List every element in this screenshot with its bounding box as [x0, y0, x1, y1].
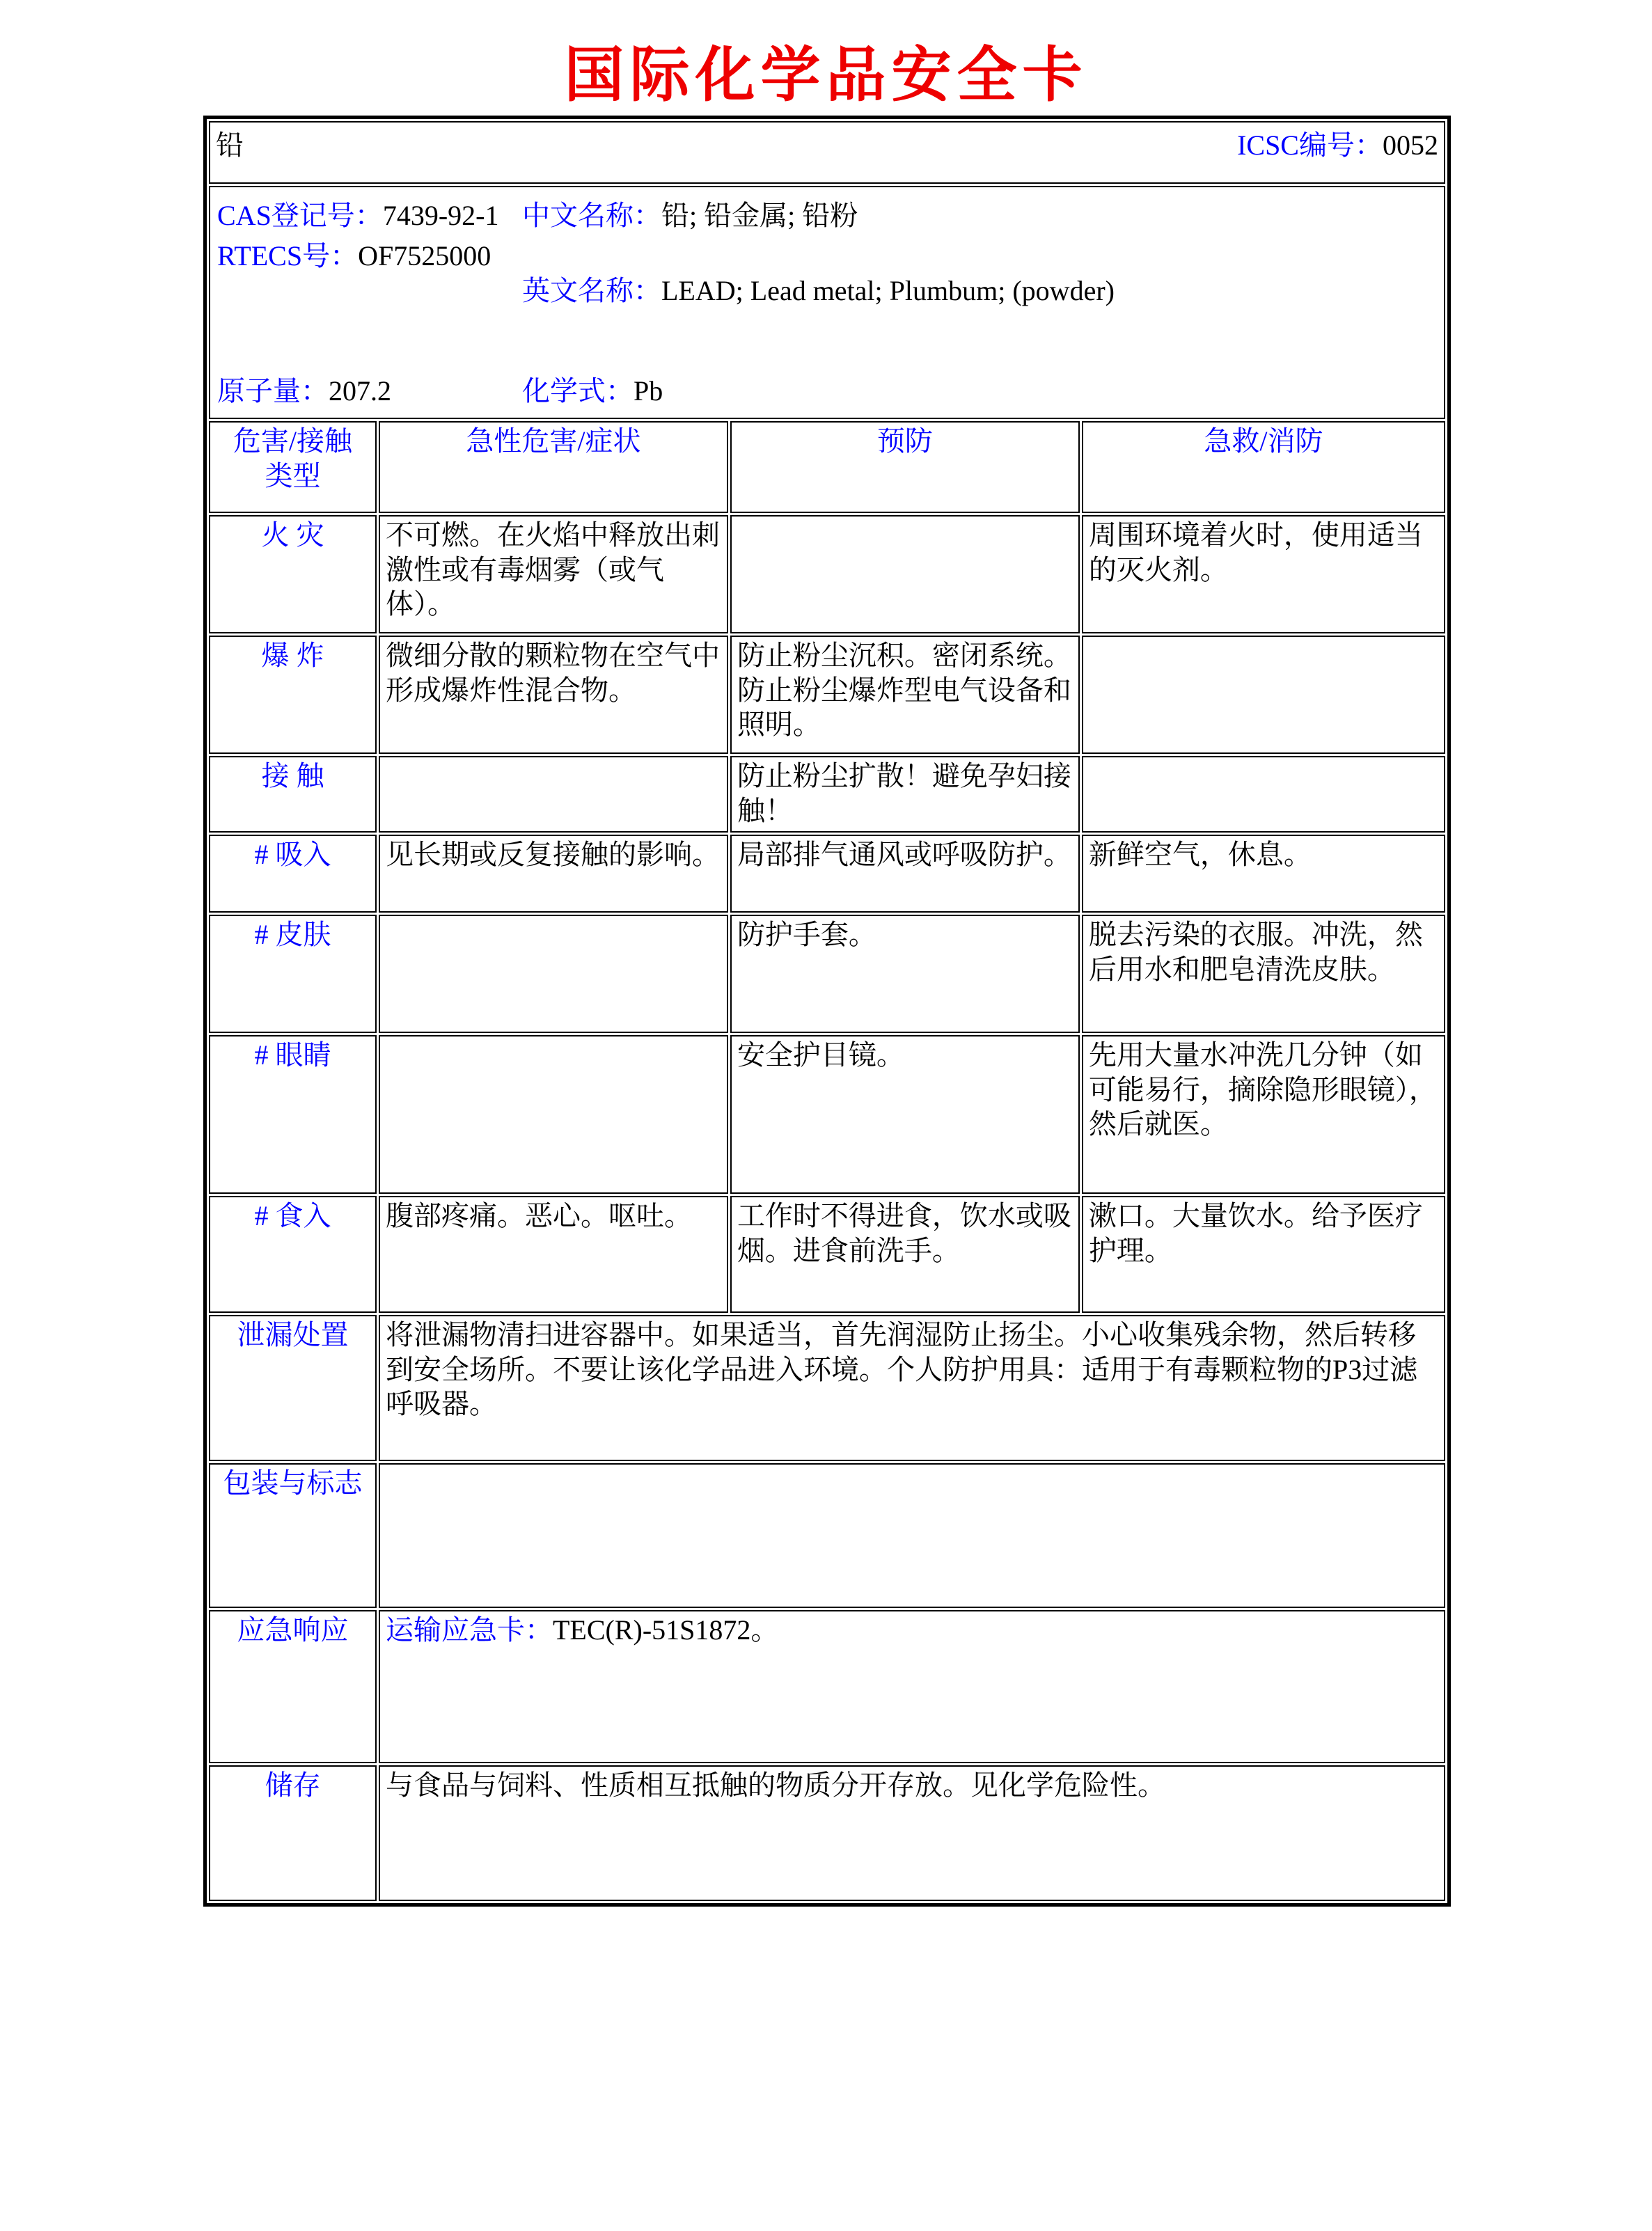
- english-name-label: 英文名称：: [522, 275, 661, 306]
- chemical-formula-value: Pb: [634, 375, 663, 407]
- hazard-label-fire: 火 灾: [209, 515, 377, 633]
- identity-cell: [209, 186, 1445, 419]
- section-label-storage: 储存: [209, 1765, 377, 1901]
- explosion-aid: [1082, 636, 1445, 754]
- rtecs-label: RTECS号：: [217, 240, 359, 271]
- explosion-prevention: 防止粉尘沉积。密闭系统。防止粉尘爆炸型电气设备和照明。: [730, 636, 1080, 754]
- atomic-mass-value: 207.2: [329, 375, 391, 407]
- contact-prevention: 防止粉尘扩散！避免孕妇接触！: [730, 756, 1080, 833]
- transport-card-label: 运输应急卡：: [385, 1614, 553, 1646]
- icsc-card-table: [203, 116, 1451, 1907]
- inhalation-prevention: 局部排气通风或呼吸防护。: [730, 835, 1080, 913]
- ingestion-prevention: 工作时不得进食，饮水或吸烟。进食前洗手。: [730, 1196, 1080, 1313]
- section-row-storage: [209, 1765, 1445, 1901]
- section-label-packaging: 包装与标志: [209, 1463, 377, 1608]
- ingestion-aid: 漱口。大量饮水。给予医疗护理。: [1082, 1196, 1445, 1313]
- section-row-emergency: [209, 1610, 1445, 1763]
- skin-aid: 脱去污染的衣服。冲洗，然后用水和肥皂清洗皮肤。: [1082, 915, 1445, 1033]
- cas-label: CAS登记号：: [217, 200, 383, 231]
- hazard-label-eyes: # 眼睛: [209, 1035, 377, 1194]
- chemical-formula-label: 化学式：: [522, 375, 634, 407]
- hazard-label-inhalation: # 吸入: [209, 835, 377, 913]
- packaging-content: [379, 1463, 1445, 1608]
- column-header-aid: 急救/消防: [1082, 421, 1445, 513]
- hazard-row-fire: [209, 515, 1445, 633]
- atomic-mass: [217, 374, 391, 409]
- section-row-spill: [209, 1315, 1445, 1461]
- hazard-row-ingestion: [209, 1196, 1445, 1313]
- column-header-type: [209, 421, 377, 513]
- transport-card-value: TEC(R)-51S1872。: [552, 1614, 779, 1646]
- fire-symptoms: 不可燃。在火焰中释放出刺激性或有毒烟雾（或气体）。: [379, 515, 728, 633]
- eyes-symptoms: [379, 1035, 728, 1194]
- substance-name: 铅: [216, 129, 244, 161]
- column-header-prevention: 预防: [730, 421, 1080, 513]
- column-header-symptoms: 急性危害/症状: [379, 421, 728, 513]
- hazard-row-explosion: [209, 636, 1445, 754]
- cas-number: [217, 198, 498, 233]
- section-row-packaging: [209, 1463, 1445, 1608]
- column-header-type-line1: 危害/接触: [233, 425, 353, 457]
- contact-symptoms: [379, 756, 728, 833]
- icsc-number-value: 0052: [1383, 129, 1438, 161]
- icsc-number-group: [1237, 128, 1438, 163]
- emergency-content: [379, 1610, 1445, 1763]
- section-label-emergency: 应急响应: [209, 1610, 377, 1763]
- fire-prevention: [730, 515, 1080, 633]
- eyes-aid: 先用大量水冲洗几分钟（如可能易行，摘除隐形眼镜），然后就医。: [1082, 1035, 1445, 1194]
- english-name: [522, 274, 1115, 308]
- hazard-row-eyes: [209, 1035, 1445, 1194]
- chemical-formula: [522, 374, 663, 409]
- skin-symptoms: [379, 915, 728, 1033]
- skin-prevention: 防护手套。: [730, 915, 1080, 1033]
- spill-content: 将泄漏物清扫进容器中。如果适当，首先润湿防止扬尘。小心收集残余物，然后转移到安全场所。不要让该化学品进入环境。个人防护用具：适用于有毒颗粒物的P3过滤呼吸器。: [379, 1315, 1445, 1461]
- column-header-type-line2: 类型: [265, 459, 321, 491]
- eyes-prevention: 安全护目镜。: [730, 1035, 1080, 1194]
- hazard-row-skin: [209, 915, 1445, 1033]
- inhalation-symptoms: 见长期或反复接触的影响。: [379, 835, 728, 913]
- identity-row: [209, 186, 1445, 419]
- section-label-spill: 泄漏处置: [209, 1315, 377, 1461]
- chinese-name-label: 中文名称：: [522, 200, 661, 231]
- substance-cell: [209, 121, 1445, 184]
- icsc-number-label: ICSC编号：: [1237, 129, 1383, 161]
- column-header-row: [209, 421, 1445, 513]
- storage-content: 与食品与饲料、性质相互抵触的物质分开存放。见化学危险性。: [379, 1765, 1445, 1901]
- atomic-mass-label: 原子量：: [217, 375, 329, 407]
- chinese-name: [522, 198, 858, 233]
- inhalation-aid: 新鲜空气，休息。: [1082, 835, 1445, 913]
- rtecs-number: [217, 239, 491, 274]
- ingestion-symptoms: 腹部疼痛。恶心。呕吐。: [379, 1196, 728, 1313]
- hazard-row-inhalation: [209, 835, 1445, 913]
- hazard-label-ingestion: # 食入: [209, 1196, 377, 1313]
- hazard-label-explosion: 爆 炸: [209, 636, 377, 754]
- page-title: 国际化学品安全卡: [564, 42, 1088, 109]
- english-name-value: LEAD; Lead metal; Plumbum; (powder): [661, 275, 1115, 306]
- substance-row: [209, 121, 1445, 184]
- cas-value: 7439-92-1: [382, 200, 499, 231]
- contact-aid: [1082, 756, 1445, 833]
- chinese-name-value: 铅; 铅金属; 铅粉: [661, 200, 858, 231]
- hazard-row-contact: [209, 756, 1445, 833]
- explosion-symptoms: 微细分散的颗粒物在空气中形成爆炸性混合物。: [379, 636, 728, 754]
- hazard-label-skin: # 皮肤: [209, 915, 377, 1033]
- hazard-label-contact: 接 触: [209, 756, 377, 833]
- fire-aid: 周围环境着火时，使用适当的灭火剂。: [1082, 515, 1445, 633]
- rtecs-value: OF7525000: [358, 240, 491, 271]
